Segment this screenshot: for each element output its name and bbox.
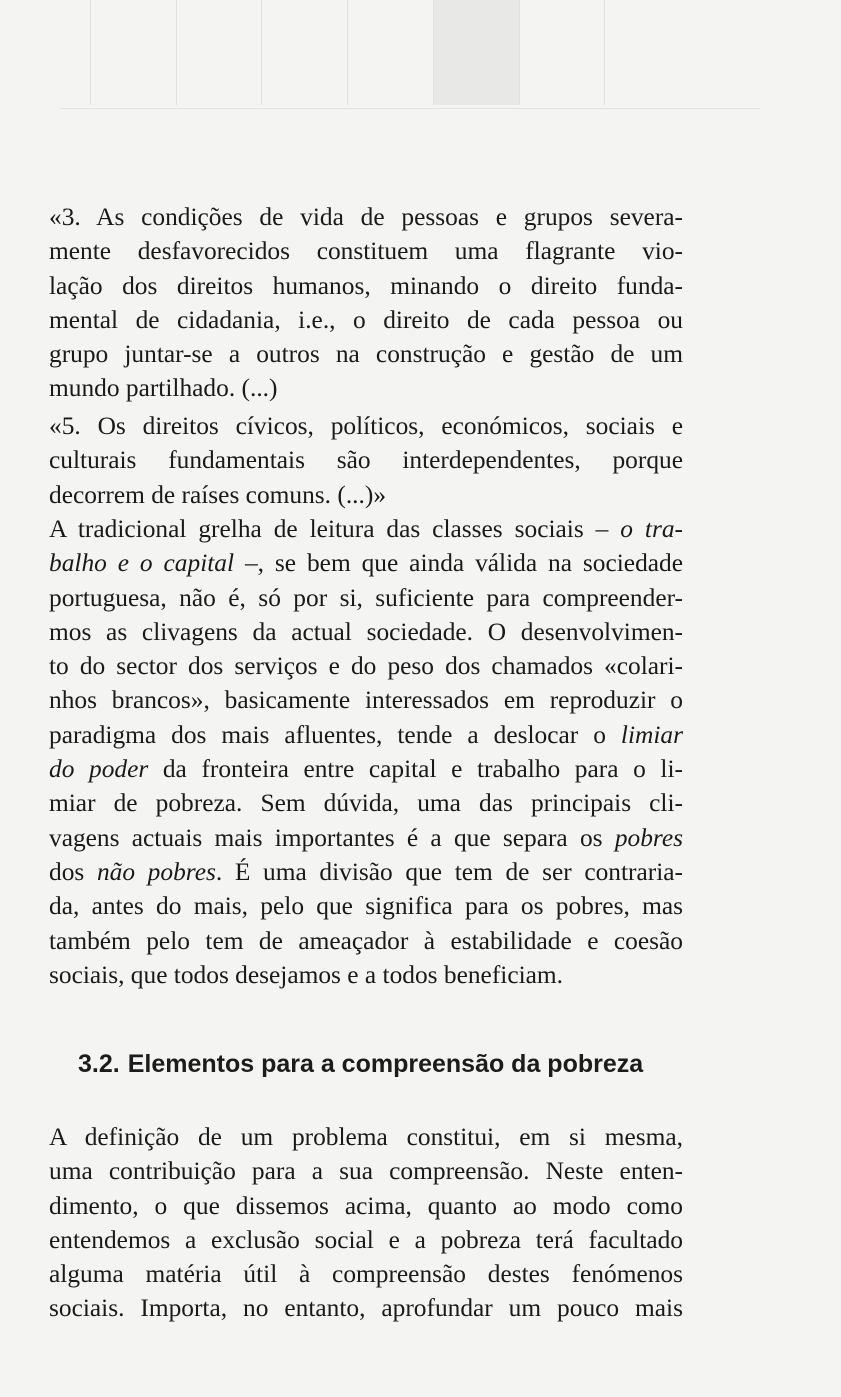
text-line: da, antes do mais, pelo que significa para os pobres, mas [49, 892, 683, 921]
text-line: portuguesa, não é, só por si, suficiente para compreender- [49, 583, 683, 612]
text-line: balho e o capital –, se bem que ainda válida na sociedade [49, 549, 683, 578]
text-line: mos as clivagens da actual sociedade. O desenvolvimen- [49, 617, 683, 646]
italic-text: do poder [49, 755, 149, 784]
italic-text: balho e o capital [49, 549, 235, 578]
text-line: nhos brancos», basicamente interessados em reproduzir o [49, 686, 683, 715]
bleed-through-table [60, 0, 760, 150]
section-heading [78, 1047, 683, 1081]
text-line: vagens actuais mais importantes é a que separa os pobres [49, 823, 683, 852]
text-line: «3. As condições de vida de pessoas e grupos severa- [49, 203, 683, 231]
text-line: entendemos a exclusão social e a pobreza terá facultado [49, 1225, 683, 1254]
text-line: A tradicional grelha de leitura das classes sociais – o tra- [49, 515, 683, 543]
text-line: alguma matéria útil à compreensão destes fenómenos [49, 1260, 683, 1289]
text-line: A definição de um problema constitui, em si mesma, [49, 1123, 683, 1151]
text-line: mundo partilhado. (...) [49, 374, 278, 403]
quote-item-3 [49, 200, 683, 406]
italic-text: limiar [620, 720, 683, 749]
italic-text: o tra- [620, 515, 683, 543]
text-line: sociais. Importa, no entanto, aprofundar um pouco mais [49, 1294, 683, 1323]
text-line: decorrem de raíses comuns. (...)» [49, 480, 387, 509]
text-line: grupo juntar-se a outros na construção e gestão de um [49, 340, 683, 369]
text-line: dos não pobres. É uma divisão que tem de ser contraria- [49, 857, 683, 886]
text-line: to do sector dos serviços e do peso dos chamados «colari- [49, 652, 683, 681]
quote-item-5 [49, 409, 683, 512]
paragraph-definition [49, 1120, 683, 1326]
text-line: mente desfavorecidos constituem uma flagrante vio- [49, 237, 683, 266]
text-line: mental de cidadania, i.e., o direito de cada pessoa ou [49, 305, 683, 334]
text-line: paradigma dos mais afluentes, tende a deslocar o limiar [49, 720, 683, 749]
section-title: Elementos para a compreensão da pobreza [127, 1050, 644, 1078]
text-line: miar de pobreza. Sem dúvida, uma das principais cli- [49, 789, 683, 818]
section-number: 3.2. [78, 1050, 120, 1078]
text-line: sociais, que todos desejamos e a todos beneficiam. [49, 960, 564, 989]
text-line: uma contribuição para a sua compreensão. Neste enten- [49, 1157, 683, 1186]
text-line: do poder da fronteira entre capital e trabalho para o li- [49, 755, 683, 784]
text-line: também pelo tem de ameaçador à estabilidade e coesão [49, 926, 683, 955]
text-line: «5. Os direitos cívicos, políticos, económicos, sociais e [49, 412, 683, 440]
italic-text: não pobres [96, 857, 216, 886]
text-line: lação dos direitos humanos, minando o direito funda- [49, 271, 683, 300]
text-line: culturais fundamentais são interdependentes, porque [49, 446, 683, 475]
italic-text: pobres [614, 823, 683, 852]
text-line: dimento, o que dissemos acima, quanto ao modo como [49, 1191, 683, 1220]
paragraph-social-classes [49, 512, 683, 992]
